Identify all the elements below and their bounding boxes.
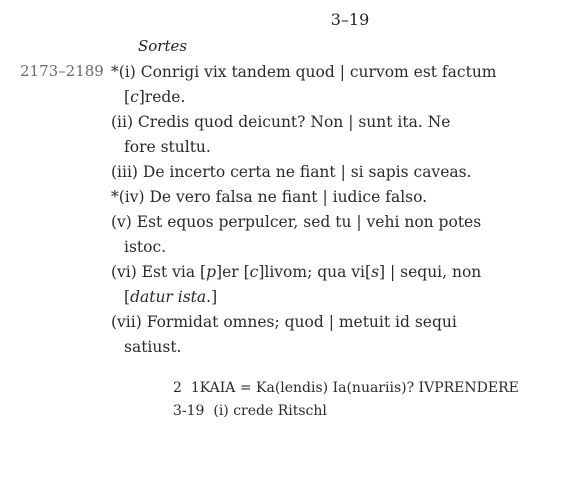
apparatus-entry-1 [173, 380, 519, 396]
verse-6-line-1: (vi) Est via [p]er [c]livom; qua vi[s] | sequi, non [111, 263, 482, 281]
verse-2-line-2: fore stultu. [124, 138, 211, 156]
verse-2-line-1: (ii) Credis quod deicunt? Non | sunt ita. Ne [111, 113, 451, 131]
page-number: 3–19 [330, 10, 370, 29]
apparatus-text-1: 1KAIA = Ka(lendis) Ia(nuariis)? IVPRENDERE [190, 380, 519, 396]
verse-5-line-1: (v) Est equos perpulcer, sed tu | vehi non potes [111, 213, 482, 231]
verse-2 [111, 110, 497, 160]
verse-1-line-2: [c]rede. [124, 88, 186, 106]
apparatus-entry-2 [173, 403, 327, 419]
line-range: 2173–2189 [20, 62, 104, 80]
verse-list [111, 60, 497, 360]
verse-1 [111, 60, 497, 110]
verse-7-line-1: (vii) Formidat omnes; quod | metuit id sequi [111, 313, 457, 331]
verse-5 [111, 210, 497, 260]
verse-1-line-1: *(i) Conrigi vix tandem quod | curvom est factum [111, 63, 497, 81]
apparatus-text-2: (i) crede Ritschl [213, 403, 327, 419]
apparatus-ref-1: 2 [173, 380, 182, 396]
verse-4 [111, 185, 497, 210]
section-heading: Sortes [138, 37, 188, 55]
verse-6-line-2: [datur ista.] [124, 288, 218, 306]
verse-3-line-1: (iii) De incerto certa ne fiant | si sapis caveas. [111, 163, 472, 181]
verse-6 [111, 260, 497, 310]
verse-4-line-1: *(iv) De vero falsa ne fiant | iudice falso. [111, 188, 428, 206]
verse-5-line-2: istoc. [124, 238, 167, 256]
apparatus-ref-2: 3-19 [173, 403, 205, 419]
verse-3 [111, 160, 497, 185]
verse-7 [111, 310, 497, 360]
verse-7-line-2: satiust. [124, 338, 182, 356]
